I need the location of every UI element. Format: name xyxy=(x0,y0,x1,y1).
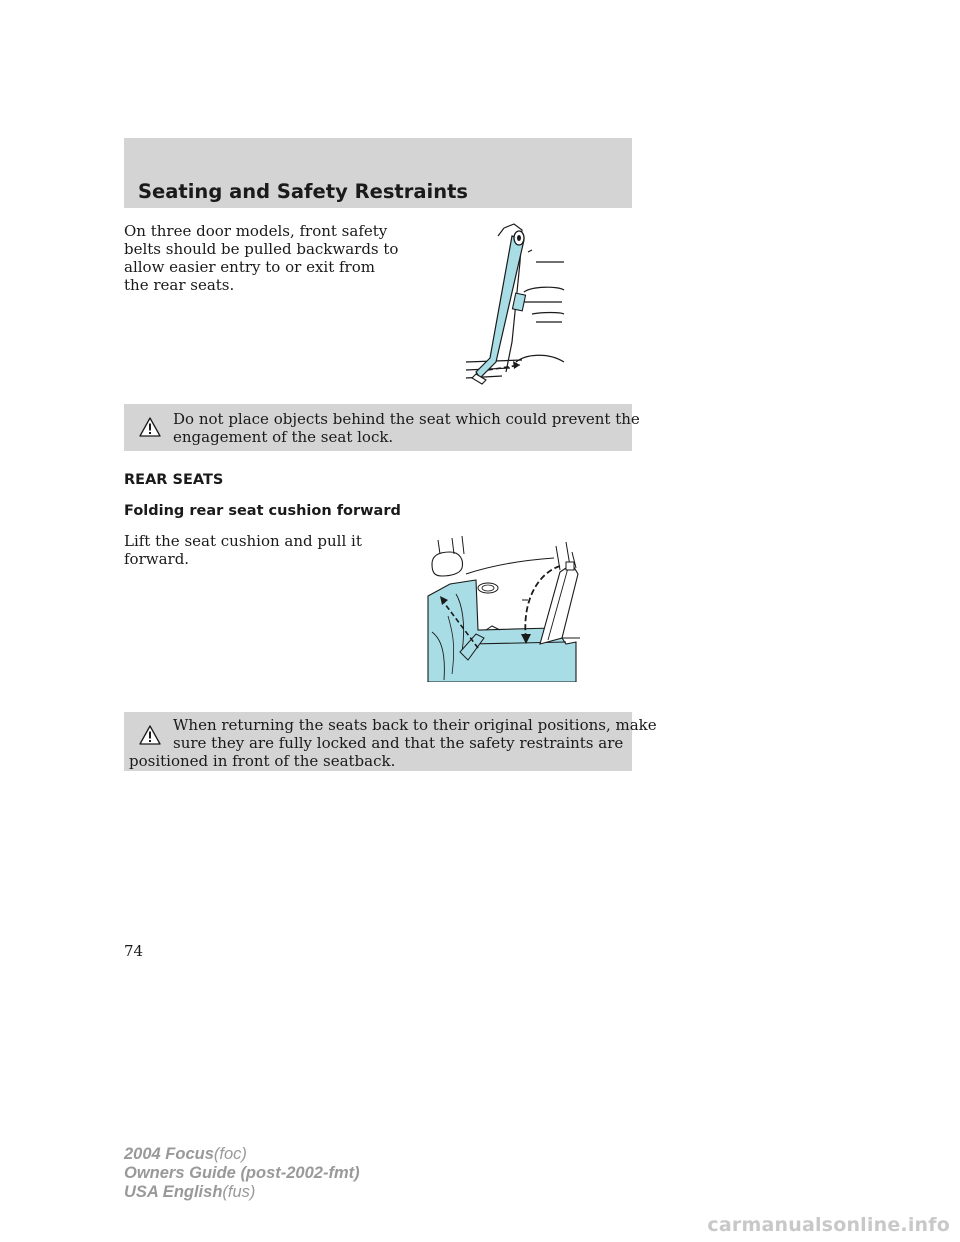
header-band xyxy=(124,138,632,208)
warning-triangle-icon xyxy=(139,725,161,745)
fold-instructions-paragraph xyxy=(124,532,362,568)
document-footer xyxy=(124,1145,360,1202)
caution-line: positioned in front of the seatback. xyxy=(129,752,396,770)
footer-guide: Owners Guide (post-2002-fmt) xyxy=(124,1164,360,1182)
instruction-line: forward. xyxy=(124,550,190,568)
intro-line: On three door models, front safety xyxy=(124,222,388,240)
footer-language: USA English xyxy=(124,1183,223,1201)
caution-line: When returning the seats back to their original positions, make xyxy=(173,716,657,734)
footer-model: 2004 Focus xyxy=(124,1145,214,1163)
warning-triangle-icon xyxy=(139,417,161,437)
caution-line: engagement of the seat lock. xyxy=(173,428,394,446)
section-heading: REAR SEATS xyxy=(124,472,224,488)
section-header-title: Seating and Safety Restraints xyxy=(138,180,469,203)
intro-line: allow easier entry to or exit from xyxy=(124,258,375,276)
footer-model-code: (foc) xyxy=(213,1145,247,1163)
caution-box xyxy=(124,712,657,771)
caution-box xyxy=(124,404,640,451)
intro-line: belts should be pulled backwards to xyxy=(124,240,399,258)
seat-belt-illustration xyxy=(462,222,566,386)
intro-paragraph xyxy=(124,222,398,294)
footer-language-code: (fus) xyxy=(222,1183,256,1201)
watermark-text: carmanualsonline.info xyxy=(707,1214,950,1236)
caution-line: sure they are fully locked and that the safety restraints are xyxy=(173,734,624,752)
intro-line: the rear seats. xyxy=(124,276,235,294)
caution-line: Do not place objects behind the seat which could prevent the xyxy=(173,410,640,428)
subsection-heading: Folding rear seat cushion forward xyxy=(124,503,401,519)
page-number: 74 xyxy=(124,942,144,960)
instruction-line: Lift the seat cushion and pull it xyxy=(124,532,362,550)
rear-seat-cushion-illustration xyxy=(426,534,580,682)
